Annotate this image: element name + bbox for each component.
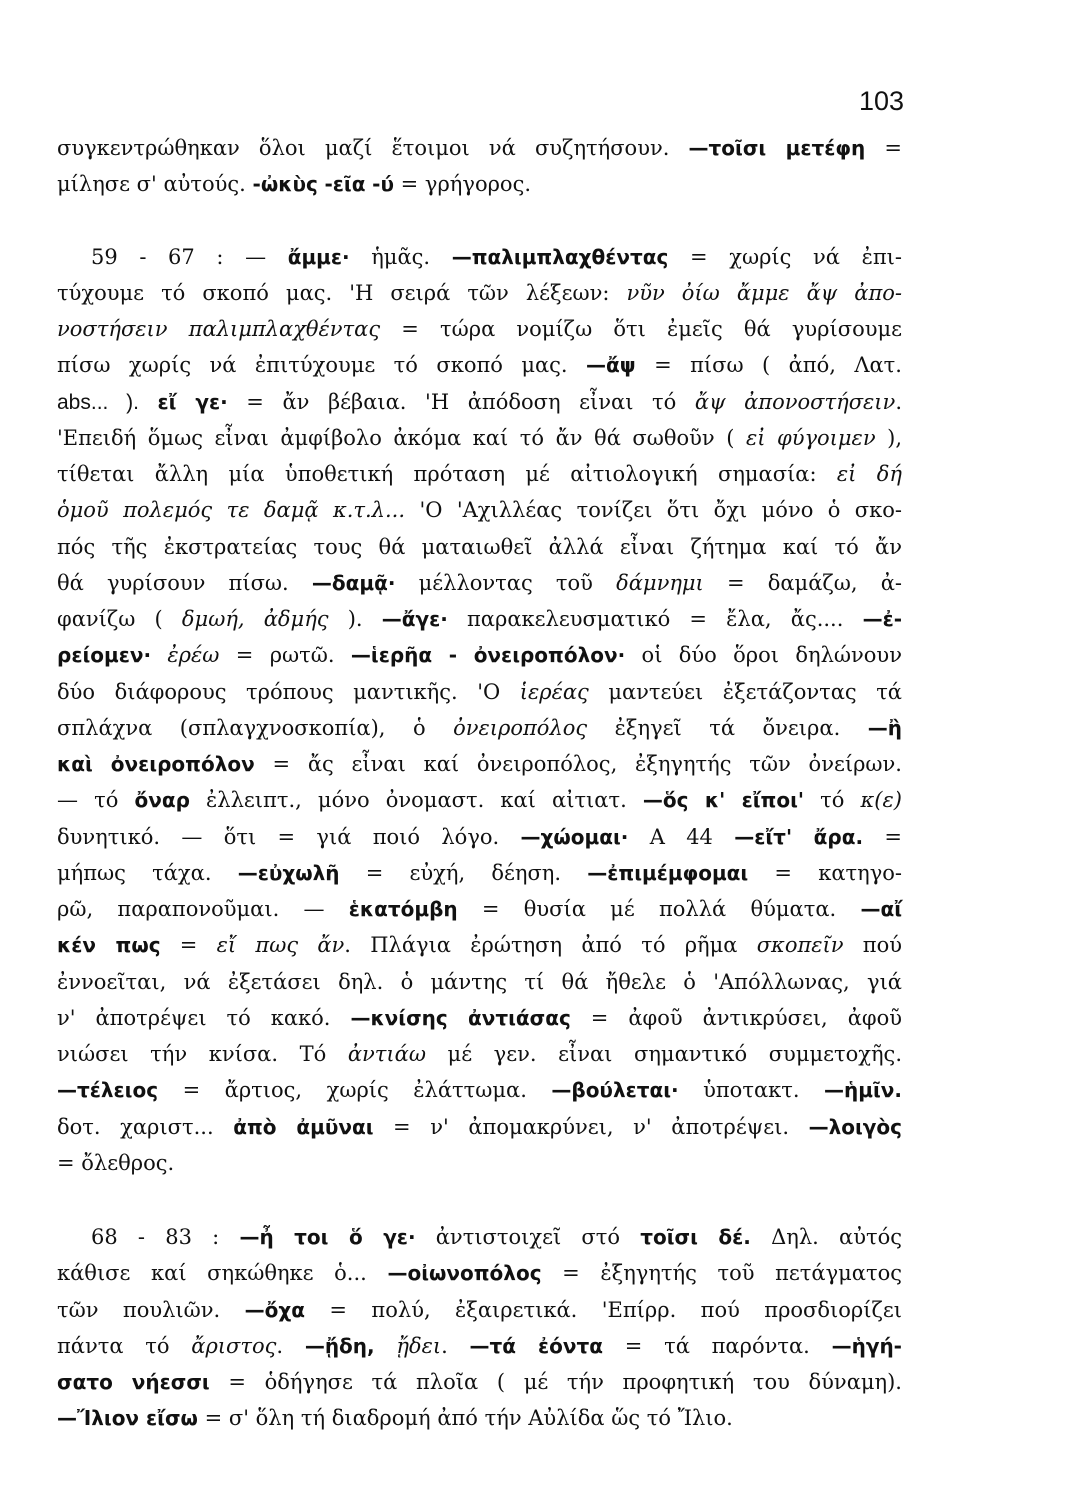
text-run: = γρήγορος. [393, 172, 532, 197]
text-run: = [865, 136, 902, 160]
text-run: μέλλοντας τοῦ [395, 570, 617, 595]
text-line [57, 492, 902, 528]
italic-text: δάμνημι [616, 570, 704, 595]
text-run: δύο διάφορους τρόπους μαντικῆς. 'Ο [57, 679, 520, 704]
bold-lemma: —ἐ- [862, 607, 902, 631]
bold-lemma: —ἱερῆα - ὀνειροπόλον· [350, 643, 626, 668]
text-line [57, 1072, 902, 1108]
text-run: πίσω χωρίς νά ἐπιτύχουμε τό σκοπό μας. [57, 353, 587, 378]
page-number: 103 [858, 86, 904, 116]
text-run: ἐννοεῖται, νά ἐξετάσει δηλ. ὁ μάντης τί θά ἤθελε ὁ 'Απόλλωνας, γιά [57, 969, 902, 994]
bold-lemma: —χώομαι· [520, 824, 629, 849]
text-run: σπλάχνα (σπλαγχνοσκοπία), ὁ [57, 715, 454, 740]
text-run: ἐλλειπτ., μόνο ὀνομαστ. καί αἰτιατ. [189, 788, 643, 813]
italic-text: δμωή, ἀδμής [181, 607, 329, 631]
text-run: ἀντιστοιχεῖ στό [415, 1225, 641, 1249]
text-line [57, 1255, 902, 1291]
text-run: = ὁδήγησε τά πλοῖα ( μέ τήν προφητική του δύναμη). [209, 1370, 902, 1394]
italic-text: εἴ πως ἄν [216, 933, 345, 958]
text-run: 59 - 67 : — [91, 244, 288, 269]
italic-text: ὀνειροπόλος [453, 715, 588, 740]
text-run: δυνητικό. — ὅτι = γιά ποιό λόγο. [57, 824, 521, 849]
text-run [151, 643, 167, 667]
text-line [57, 456, 902, 492]
text-run: συγκεντρώθηκαν ὅλοι μαζί ἕτοιμοι νά συζητήσουν. [57, 136, 689, 160]
paragraph [57, 130, 902, 203]
text-run: ἐξηγεῖ τά ὄνειρα. [587, 715, 868, 740]
text-line [57, 311, 902, 347]
text-line [57, 529, 902, 565]
text-run: = [863, 824, 902, 849]
text-run: = ν' ἀπομακρύνει, ν' ἀποτρέψει. [373, 1114, 809, 1139]
italic-text: εἰ δή [836, 462, 902, 486]
text-run: = δαμάζω, ἀ- [703, 570, 902, 595]
text-run: . Πλάγια ἐρώτηση ἀπό τό ρῆμα [344, 933, 757, 958]
text-run: . [441, 1333, 470, 1358]
text-line [57, 1219, 902, 1255]
bold-lemma: —οἰωνοπόλος [387, 1261, 542, 1286]
text-run: φανίζω ( [57, 607, 182, 631]
text-run: = ἄν βέβαια. 'Η ἀπόδοση εἶναι τό [227, 389, 695, 414]
text-line [57, 1292, 902, 1328]
text-run: παρακελευσματικό = ἔλα, ἄς.... [447, 607, 863, 631]
italic-text: νοστήσειν παλιμπλαχθέντας [57, 317, 381, 341]
text-line [57, 819, 902, 855]
bold-lemma: καὶ ὀνειροπόλον [57, 752, 255, 776]
bold-lemma: —ὄχα [244, 1297, 306, 1322]
text-line [57, 347, 902, 383]
bold-lemma: —εὐχωλῆ [237, 860, 340, 885]
text-line [57, 637, 902, 673]
text-line [57, 782, 902, 818]
italic-text: ἄριστος [191, 1333, 277, 1358]
text-line [57, 601, 902, 637]
bold-lemma: —τοῖσι μετέφη [688, 136, 866, 160]
bold-lemma: —ἄγε· [381, 607, 448, 631]
bold-lemma: —Ἴλιον εἴσω [57, 1406, 198, 1431]
bold-lemma: ἀπὸ ἀμῦναι [233, 1114, 374, 1139]
text-line [57, 1145, 902, 1181]
text-line [57, 927, 902, 963]
text-run [318, 172, 325, 196]
bold-lemma: —αἴ [860, 897, 902, 921]
text-line [57, 1109, 902, 1145]
text-run: Δηλ. αὐτός [750, 1225, 902, 1249]
text-run: τῶν πουλιῶν. [57, 1297, 245, 1322]
text-run: . [276, 1333, 305, 1358]
text-run: = τώρα νομίζω ὅτι ἐμεῖς θά γυρίσουμε [380, 317, 903, 341]
text-run: = πίσω ( ἀπό, Λατ. [635, 353, 902, 378]
italic-text: ἱερέας [519, 679, 589, 704]
text-line [57, 420, 902, 456]
bold-lemma: ὄναρ [134, 788, 190, 813]
text-run: πού [843, 933, 903, 958]
text-run: = ἄρτιος, χωρίς ἐλάττωμα. [158, 1078, 552, 1103]
paragraph [57, 1219, 902, 1437]
bold-lemma: —ᾔδη, [304, 1333, 375, 1358]
italic-text: ἄψ ἀπονοστήσειν [694, 389, 896, 414]
text-line [57, 674, 902, 710]
text-line [57, 166, 902, 202]
text-run: ), [875, 425, 903, 450]
text-run: ὑποτακτ. [678, 1078, 825, 1103]
bold-lemma: —ἢ [867, 715, 902, 740]
text-run: = ἀφοῦ ἀντικρύσει, ἀφοῦ [570, 1005, 902, 1030]
text-line [57, 384, 902, 420]
bold-lemma: —εἴτ' ἄρα. [734, 824, 864, 849]
text-run: τύχουμε τό σκοπό μας. 'Η σειρά τῶν λέξεων: [57, 280, 627, 305]
text-line [57, 565, 902, 601]
text-run: πάντα τό [57, 1333, 192, 1358]
text-run: μίλησε σ' αὐτούς. [57, 172, 253, 197]
bold-lemma: -ὠκὺς [252, 172, 318, 197]
text-run [375, 1334, 397, 1358]
text-run: 'Ο 'Αχιλλέας τονίζει ὅτι ὄχι μόνο ὁ σκο- [405, 498, 903, 523]
text-line [57, 964, 902, 1000]
text-run: ρῶ, παραπονοῦμαι. — [57, 897, 349, 921]
paragraph [57, 239, 902, 1182]
bold-lemma: —κνίσης ἀντιάσας [350, 1005, 571, 1030]
text-run: μαντεύει ἐξετάζοντας τά [588, 679, 902, 704]
italic-text: νῦν ὀίω ἄμμε ἄψ ἀπο- [626, 280, 902, 305]
text-run: . [895, 389, 902, 414]
text-run: = [160, 933, 217, 958]
text-run: 68 - 83 : [91, 1225, 240, 1249]
text-line [57, 1400, 902, 1436]
bold-lemma: —λοιγὸς [808, 1114, 902, 1139]
text-run: — τό [57, 788, 135, 813]
text-run: τό [804, 788, 861, 813]
text-run: νιώσει τήν κνίσα. Τό [57, 1042, 348, 1066]
text-run: = ἄς εἶναι καί ὀνειροπόλος, ἐξηγητής τῶν ὀνείρων. [254, 752, 902, 776]
text-run: = πολύ, ἐξαιρετικά. 'Επίρρ. πού προσδιορίζει [305, 1297, 902, 1322]
text-line [57, 1364, 902, 1400]
bold-lemma: —παλιμπλαχθέντας [451, 244, 669, 269]
text-run: πός τῆς ἐκστρατείας τους θά ματαιωθεῖ ἀλλά εἶναι ζήτημα καί τό ἄν [57, 534, 902, 559]
text-run: = τά παρόντα. [603, 1333, 832, 1358]
bold-lemma: —ἦ τοι ὅ γε· [239, 1225, 416, 1249]
text-line [57, 1000, 902, 1036]
text-line [57, 275, 902, 311]
bold-lemma: ἑκατόμβη [348, 897, 458, 921]
text-run: ). [328, 607, 382, 631]
commentary-text [57, 130, 902, 1437]
text-line [57, 239, 902, 275]
bold-lemma: —ὅς κ' εἴποι' [642, 788, 805, 813]
text-line [57, 746, 902, 782]
italic-text: εἰ φύγοιμεν [745, 425, 876, 450]
text-run: δοτ. χαριστ... [57, 1114, 234, 1139]
bold-lemma: —ἡμῖν. [824, 1078, 902, 1103]
italic-text: ἐρέω [167, 643, 220, 668]
bold-lemma: —ἄψ [586, 353, 636, 378]
italic-text: σκοπεῖν [756, 933, 844, 958]
text-run: = ἐξηγητής τοῦ πετάγματος [541, 1261, 903, 1286]
bold-lemma: σατο νήεσσι [57, 1370, 210, 1394]
bold-lemma: ἄμμε· [287, 244, 350, 269]
text-run: μήπως τάχα. [57, 860, 238, 885]
text-run: οἱ δύο ὅροι δηλώνουν [625, 643, 902, 668]
text-run: = θυσία μέ πολλά θύματα. [457, 897, 861, 921]
text-run: Α 44 [628, 824, 735, 849]
text-run: = σ' ὅλη τή διαδρομή ἀπό τήν Αὐλίδα ὥς τό Ἴλιο. [197, 1406, 733, 1431]
text-run: = εὐχή, δέηση. [339, 860, 588, 885]
text-run: 'Επειδή ὅμως εἶναι ἀμφίβολο ἀκόμα καί τό ἄν θά σωθοῦν ( [57, 425, 746, 450]
text-run: τίθεται ἄλλη μία ὑποθετική πρόταση μέ αἰτιολογική σημασία: [57, 462, 837, 486]
bold-lemma: -εῖα [324, 172, 366, 197]
bold-lemma: —ἡγή- [831, 1333, 902, 1358]
bold-lemma: ρείομεν· [57, 643, 152, 668]
bold-lemma: —ἐπιμέμφομαι [587, 860, 749, 885]
bold-lemma: —βούλεται· [551, 1078, 679, 1103]
text-run: ἡμᾶς. [349, 244, 452, 269]
italic-text: κ(ε) [860, 788, 902, 813]
italic-text: ᾔδει [396, 1333, 442, 1358]
italic-text: ἀντιάω [347, 1042, 426, 1066]
text-line [57, 855, 902, 891]
text-line [57, 710, 902, 746]
text-line [57, 1328, 902, 1364]
bold-lemma: -ύ [372, 172, 394, 197]
text-line [57, 891, 902, 927]
bold-lemma: —τά ἐόντα [469, 1333, 604, 1358]
text-run: ν' ἀποτρέψει τό κακό. [57, 1005, 351, 1030]
text-line [57, 1036, 902, 1072]
bold-lemma: εἴ γε· [157, 389, 228, 414]
text-run [139, 390, 158, 414]
text-run: κάθισε καί σηκώθηκε ὁ... [57, 1261, 388, 1286]
italic-text: ὁμοῦ πολεμός τε δαμᾷ κ.τ.λ... [57, 498, 406, 523]
text-run: = κατηγο- [748, 860, 902, 885]
bold-lemma: κέν πως [57, 933, 161, 958]
bold-lemma: —δαμᾷ· [311, 570, 396, 595]
text-run: = ρωτῶ. [219, 643, 351, 668]
text-line [57, 130, 902, 166]
text-run: θά γυρίσουν πίσω. [57, 570, 312, 595]
latin-text: abs... ). [57, 390, 139, 414]
bold-lemma: —τέλειος [57, 1078, 159, 1103]
text-run: μέ γεν. εἶναι σημαντικό συμμετοχῆς. [425, 1042, 902, 1066]
text-run: = ὄλεθρος. [57, 1150, 175, 1175]
bold-lemma: τοῖσι δέ. [640, 1225, 751, 1249]
text-run: = χωρίς νά ἐπι- [668, 244, 903, 269]
